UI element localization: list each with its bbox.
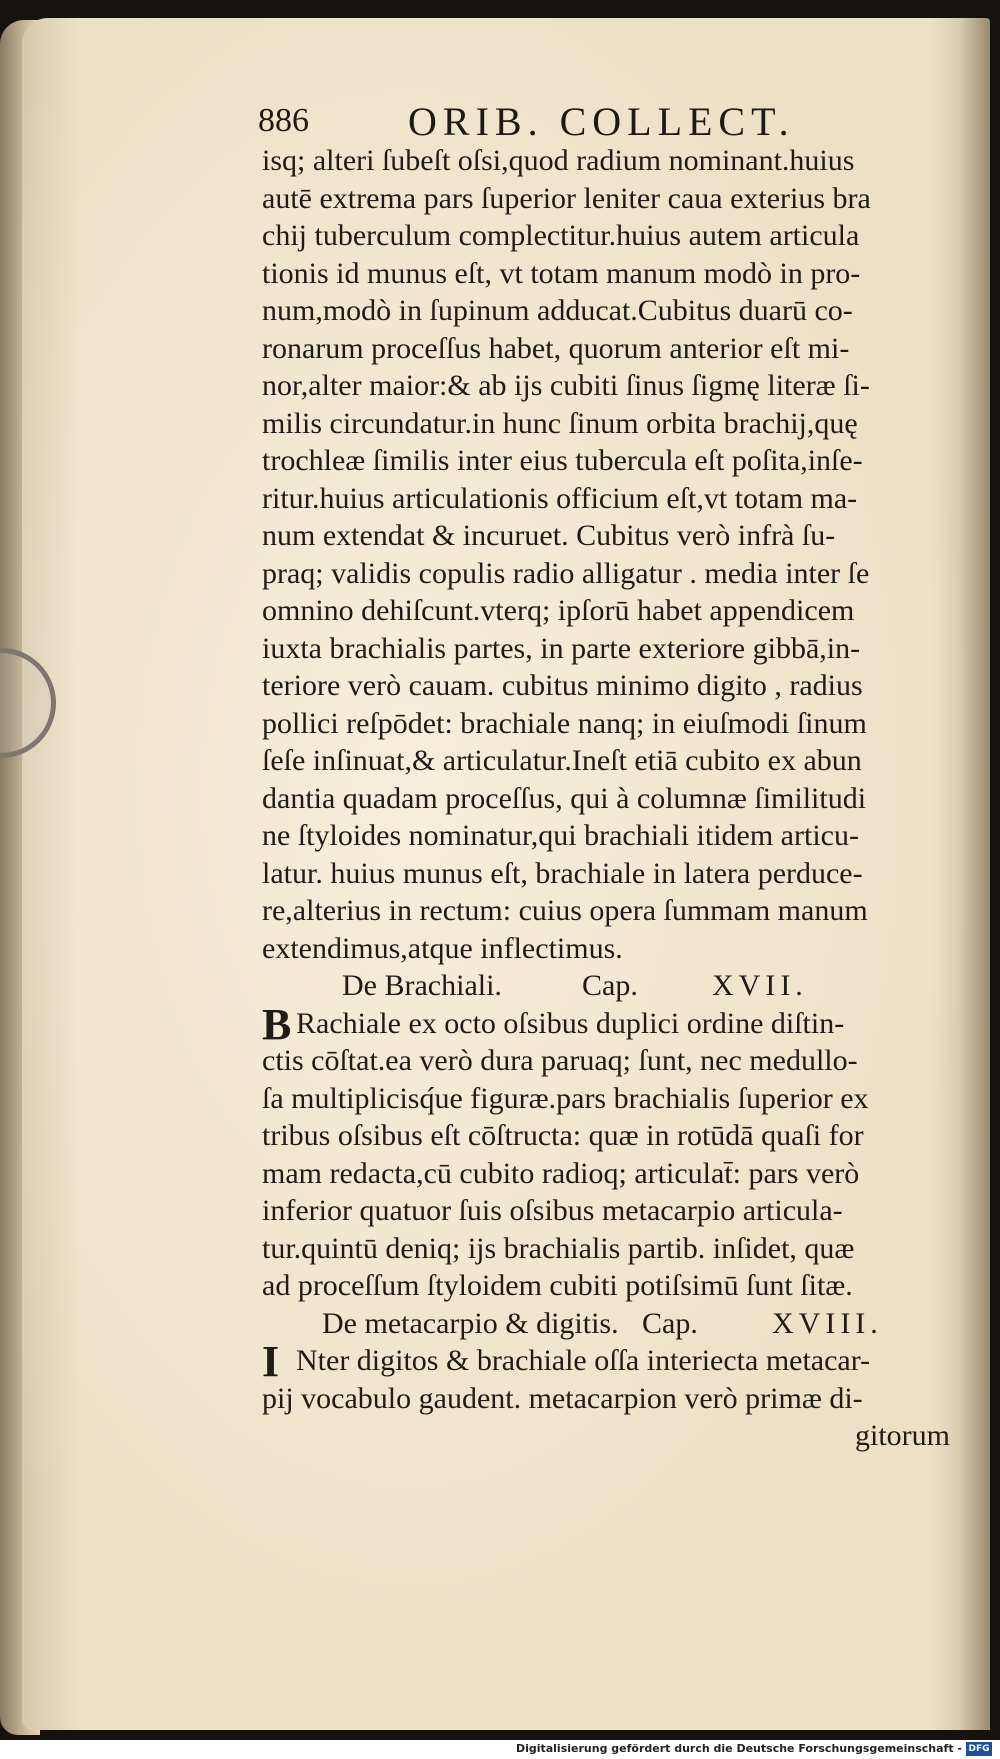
catchword: gitorum (855, 1419, 950, 1452)
text-line: autē extrema pars ſuperior leniter caua exterius bra (262, 181, 871, 215)
text-line: praq; validis copulis radio alligatur . media inter ſe (262, 556, 870, 590)
chapter-number: XVII. (712, 969, 808, 1002)
text-line: isq; alteri ſubeſt oſsi,quod radium nominant.huius (262, 144, 855, 177)
section-heading-18 (262, 1305, 962, 1343)
text-line (262, 999, 962, 1049)
initial-letter: B (262, 999, 292, 1049)
dfg-logo: DFG (966, 1742, 992, 1756)
text-line (262, 1337, 962, 1386)
page-number: 886 (258, 102, 309, 139)
text-line-content: Rachiale ex octo oſsibus duplici ordine diſtin- (296, 1006, 845, 1040)
text-line: trochleæ ſimilis inter eius tubercula eſt poſita,inſe- (262, 444, 863, 477)
text-line: re,alterius in rectum: cuius opera ſummam manum (262, 894, 868, 927)
text-line: ſa multiplicisq́ue figuræ.pars brachialis ſuperior ex (262, 1081, 869, 1115)
text-line: teriore verò cauam. cubitus minimo digito , radius (262, 669, 863, 702)
section-title: De Brachiali. (342, 969, 502, 1002)
text-line: ſeſe inſinuat,& articulatur.Ineſt etiā cubito ex abun (262, 744, 862, 777)
spine-shadow (960, 18, 990, 1730)
main-text (262, 142, 962, 1455)
text-line: mam redacta,cū cubito radioq; articulat̄: pars verò (262, 1156, 860, 1190)
text-line: ronarum proceſſus habet, quorum anterior eſt mi- (262, 331, 850, 365)
text-line: inferior quatuor ſuis oſsibus metacarpio articula- (262, 1194, 843, 1227)
text-line: tur.quintū deniq; ijs brachialis partib. inſidet, quæ (262, 1231, 855, 1265)
text-line: chij tuberculum complectitur.huius autem articula (262, 219, 860, 252)
text-line: nor,alter maior:& ab ijs cubiti ſinus ſigmę literæ ſi- (262, 369, 870, 402)
text-line: ne ſtyloides nominatur,qui brachiali itidem articu- (262, 819, 859, 852)
text-line: ctis cōſtat.ea verò dura paruaq; ſunt, nec medullo- (262, 1044, 858, 1077)
running-title: ORIB. COLLECT. (408, 99, 795, 144)
text-line: pij vocabulo gaudent. metacarpion verò primæ di- (262, 1381, 863, 1415)
section-heading-17 (262, 967, 962, 1005)
text-line: tionis id munus eſt, vt totam manum modò in pro- (262, 256, 861, 290)
digitization-footer (0, 1740, 1000, 1759)
initial-letter: I (262, 1337, 280, 1386)
text-line: tribus oſsibus eſt cōſtructa: quæ in rotūdā quaſi for (262, 1119, 864, 1152)
text-line: iuxta brachialis partes, in parte exteriore gibbā,in- (262, 631, 861, 665)
text-line: extendimus,atque inflectimus. (262, 931, 623, 965)
text-line: dantia quadam proceſſus, qui à columnæ ſimilitudi (262, 781, 867, 815)
text-line: omnino dehiſcunt.vterq; ipſorū habet appendicem (262, 594, 855, 627)
footer-credit: Digitalisierung gefördert durch die Deutsche Forschungsgemeinschaft - (515, 1742, 962, 1755)
text-line: milis circundatur.in hunc ſinum orbita brachij,quę (262, 406, 858, 440)
chapter-label: Cap. (582, 969, 638, 1002)
text-line-content: Nter digitos & brachiale oſſa interiecta metacar- (296, 1344, 871, 1377)
text-line: pollici reſpōdet: brachiale nanq; in eiuſmodi ſinum (262, 706, 867, 740)
section-title: De metacarpio & digitis. (322, 1306, 619, 1340)
chapter-number: XVIII. (772, 1306, 883, 1340)
text-line: ad proceſſum ſtyloidem cubiti potiſsimū ſunt ſitæ. (262, 1269, 853, 1302)
text-line: ritur.huius articulationis officium eſt,vt totam ma- (262, 481, 858, 515)
chapter-label: Cap. (642, 1306, 698, 1340)
text-line: num extendat & incuruet. Cubitus verò infrà ſu- (262, 519, 836, 552)
text-line: num,modò in ſupinum adducat.Cubitus duarū co- (262, 294, 853, 327)
text-line: latur. huius munus eſt, brachiale in latera perduce- (262, 856, 863, 890)
